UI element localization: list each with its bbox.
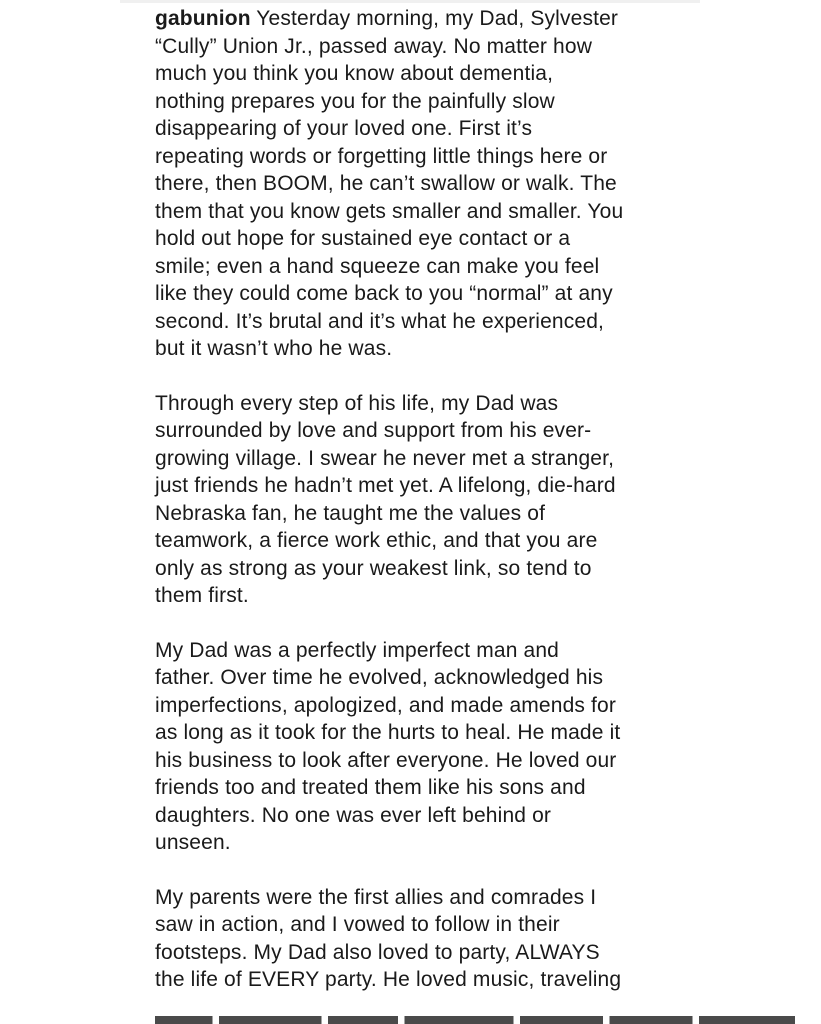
caption-line: My parents were the first allies and comrades I: [155, 885, 597, 909]
caption-line: smile; even a hand squeeze can make you feel: [155, 254, 600, 278]
caption-line: “Cully” Union Jr., passed away. No matter how: [155, 34, 593, 58]
caption-line: Through every step of his life, my Dad was: [155, 391, 559, 415]
caption-line: [155, 5, 805, 33]
caption-paragraph-4: [155, 884, 805, 994]
caption-line-text: Yesterday morning, my Dad, Sylvester: [256, 7, 619, 30]
caption-line: saw in action, and I vowed to follow in their: [155, 913, 560, 936]
caption-line: but it wasn’t who he was.: [155, 337, 393, 360]
caption-line: only as strong as your weakest link, so tend to: [155, 556, 592, 580]
post-caption: [155, 5, 805, 1021]
caption-paragraph-3: [155, 637, 805, 857]
caption-line: disappearing of your loved one. First it’s: [155, 117, 533, 140]
caption-line: imperfections, apologized, and made amends for: [155, 693, 616, 717]
caption-line: friends too and treated them like his sons and: [155, 776, 586, 799]
clipped-caption-line: [155, 1004, 795, 1024]
caption-paragraph-1: [155, 5, 805, 363]
clipped-text-shape: [155, 1016, 795, 1024]
caption-line: just friends he hadn’t met yet. A lifelong, die-hard: [155, 474, 616, 497]
caption-line: hold out hope for sustained eye contact or a: [155, 227, 571, 250]
caption-line: second. It’s brutal and it’s what he experienced,: [155, 309, 605, 333]
caption-line: like they could come back to you “normal” at any: [155, 282, 613, 305]
caption-line: nothing prepares you for the painfully slow: [155, 89, 555, 113]
top-divider: [120, 0, 700, 3]
caption-line: footsteps. My Dad also loved to party, ALWAYS: [155, 940, 600, 964]
caption-line: there, then BOOM, he can’t swallow or walk. The: [155, 172, 617, 195]
caption-line: surrounded by love and support from his ever-: [155, 419, 592, 442]
caption-line: unseen.: [155, 831, 231, 854]
caption-line: the life of EVERY party. He loved music, traveling: [155, 968, 622, 991]
caption-paragraph-2: [155, 390, 805, 610]
caption-line: them first.: [155, 584, 249, 607]
caption-line: much you think you know about dementia,: [155, 62, 554, 85]
caption-line: them that you know gets smaller and smaller. You: [155, 199, 624, 223]
caption-line: growing village. I swear he never met a stranger,: [155, 446, 615, 470]
caption-line: repeating words or forgetting little things here or: [155, 144, 608, 168]
caption-line: My Dad was a perfectly imperfect man and: [155, 638, 559, 662]
caption-line: daughters. No one was ever left behind or: [155, 803, 552, 827]
caption-line: father. Over time he evolved, acknowledged his: [155, 666, 604, 689]
caption-line: teamwork, a fierce work ethic, and that you are: [155, 529, 598, 552]
caption-line: Nebraska fan, he taught me the values of: [155, 501, 546, 525]
caption-line: as long as it took for the hurts to heal. He made it: [155, 721, 621, 744]
caption-line: his business to look after everyone. He loved our: [155, 748, 617, 772]
username-link[interactable]: gabunion: [155, 7, 251, 30]
